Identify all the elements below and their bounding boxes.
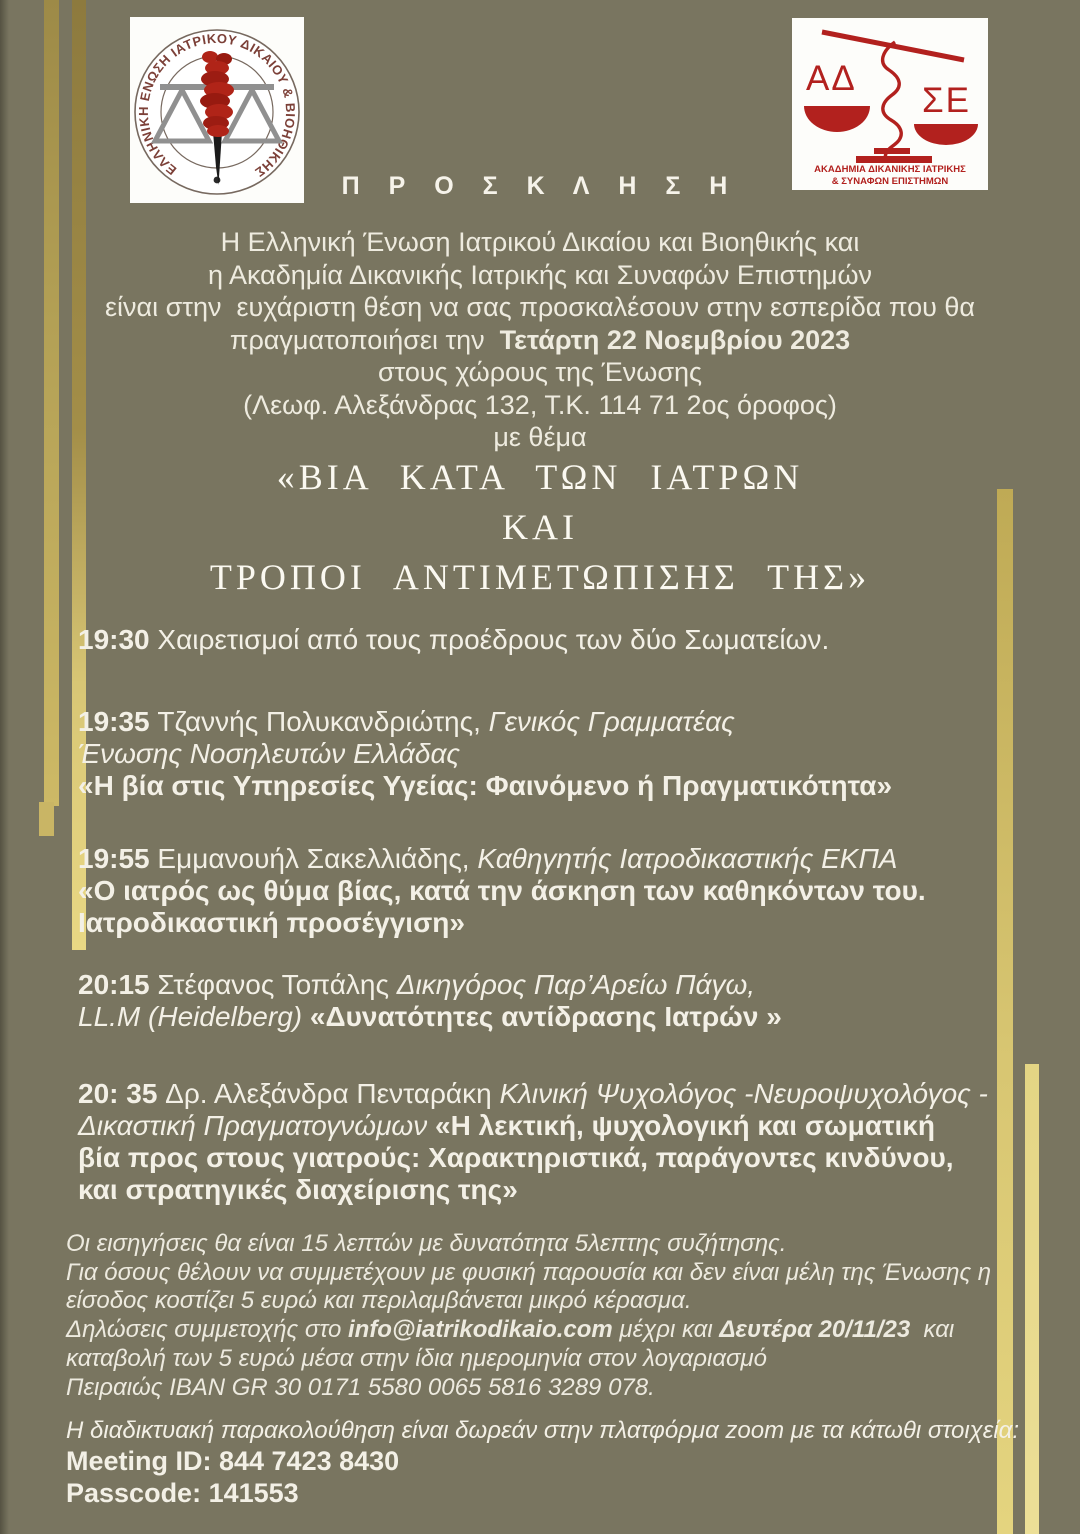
text-line [0, 452, 1080, 502]
schedule-list [78, 624, 1040, 1206]
text-segment: 19:35 [78, 706, 158, 737]
text-segment: Χαιρετισμοί από τους προέδρους των δύο Σωματείων. [157, 624, 830, 655]
text-segment: Η διαδικτυακή παρακολούθηση είναι δωρεάν στην πλατφόρμα zoom με τα κάτωθι στοιχεία: [66, 1417, 1020, 1444]
text-segment: Δικαστική Πραγματογνώμων [78, 1110, 436, 1141]
page-title: Π Ρ Ο Σ Κ Λ Η Σ Η [341, 172, 739, 200]
schedule-item [78, 843, 1040, 939]
text-line [66, 1345, 1044, 1374]
text-line [0, 291, 1080, 324]
text-segment: Οι εισηγήσεις θα είναι 15 λεπτών με δυνατότητα 5λεπτης συζήτησης. [66, 1230, 787, 1257]
academy-pedestal-top [874, 148, 910, 154]
academy-logo-icon [792, 18, 988, 190]
text-segment: Ένωσης Νοσηλευτών Ελλάδας [78, 738, 461, 769]
text-segment: Passcode: 141553 [66, 1478, 299, 1508]
academy-caption-line1: ΑΚΑΔΗΜΙΑ ΔΙΚΑΝΙΚΗΣ ΙΑΤΡΙΚΗΣ [814, 164, 966, 175]
text-segment: Τετάρτη 22 Νοεμβρίου 2023 [499, 324, 851, 355]
participation-notes [66, 1230, 1044, 1402]
gold-stripe-left-outer-tail [39, 802, 54, 836]
text-segment: 19:30 [78, 624, 158, 655]
intro-paragraph [0, 226, 1080, 454]
text-segment: ΚΑΙ [502, 507, 578, 547]
text-line [78, 1001, 1040, 1033]
text-line [0, 389, 1080, 422]
text-segment: και [910, 1316, 955, 1344]
text-segment: είναι στην ευχάριστη θέση να σας προσκαλέσουν στην εσπερίδα που θα [105, 292, 975, 322]
schedule-item [78, 969, 1040, 1033]
academy-caption-line2: & ΣΥΝΑΦΩΝ ΕΠΙΣΤΗΜΩΝ [831, 176, 949, 187]
text-line [0, 502, 1080, 552]
text-line [78, 1142, 1040, 1174]
text-segment: η Ακαδημία Δικανικής Ιατρικής και Συναφών Επιστημών [207, 259, 873, 290]
text-segment: Δηλώσεις συμμετοχής στο [66, 1316, 348, 1344]
text-segment: 19:55 [78, 843, 158, 874]
text-segment: (Λεωφ. Αλεξάνδρας 132, Τ.Κ. 114 71 2ος όροφος) [243, 389, 837, 420]
text-segment: βία προς στους γιατρούς: Χαρακτηριστικά, παράγοντες κινδύνου, [78, 1142, 954, 1173]
text-line [66, 1374, 1044, 1403]
text-segment: στους χώρους της Ένωσης [377, 357, 703, 387]
academy-letters-right: ΣΕ [922, 81, 971, 120]
event-theme-title [0, 452, 1080, 602]
text-segment: Γενικός Γραμματέας [488, 706, 735, 737]
text-segment: Η Ελληνική Ένωση Ιατρικού Δικαίου και Βιοηθικής και [220, 227, 860, 257]
text-line [0, 356, 1080, 389]
text-segment: «Δυνατότητες αντίδρασης Ιατρών » [309, 1001, 782, 1032]
text-line [78, 624, 1040, 656]
text-line [78, 770, 1040, 802]
text-segment: «Η βία στις Υπηρεσίες Υγείας: Φαινόμενο ή Πραγματικότητα» [78, 770, 893, 801]
text-line [78, 843, 1040, 875]
text-line [78, 875, 1040, 907]
text-line [66, 1259, 1044, 1288]
text-line [78, 738, 1040, 770]
seal-ring-text: ΕΛΛΗΝΙΚΗ ΕΝΩΣΗ ΙΑΤΡΙΚΟΥ ΔΙΚΑΙΟΥ & ΒΙΟΗΘΙΚΗΣ [135, 30, 299, 181]
text-line [66, 1230, 1044, 1259]
text-segment: Στέφανος Τοπάλης [157, 969, 397, 1000]
text-segment: είσοδος κοστίζει 5 ευρώ και περιλαμβάνεται μικρό κέρασμα. [66, 1287, 692, 1315]
text-line [78, 1078, 1040, 1110]
text-line [66, 1316, 1044, 1345]
text-segment: μέχρι και [612, 1316, 720, 1344]
text-segment: Κλινική Ψυχολόγος -Νευροψυχολόγος - [499, 1078, 988, 1109]
text-segment: «Ο ιατρός ως θύμα βίας, κατά την άσκηση των καθηκόντων του. [78, 875, 926, 906]
text-line [0, 259, 1080, 292]
text-line [78, 969, 1040, 1001]
text-line [66, 1287, 1044, 1316]
schedule-item [78, 706, 1040, 802]
text-segment: καταβολή των 5 ευρώ μέσα στην ίδια ημερομηνία στον λογαριασμό [66, 1344, 767, 1372]
text-line [66, 1446, 1044, 1478]
text-line [0, 552, 1080, 602]
text-line [78, 1174, 1040, 1206]
text-line [0, 226, 1080, 259]
text-line [78, 706, 1040, 738]
text-segment: LL.M (Heidelberg) [78, 1001, 310, 1032]
text-line [78, 907, 1040, 939]
text-segment: Εμμανουήλ Σακελλιάδης, [157, 843, 478, 874]
text-segment: info@iatrikodikaio.com [347, 1316, 613, 1344]
text-segment: και στρατηγικές διαχείρισης της» [78, 1174, 518, 1205]
text-segment: Για όσους θέλουν να συμμετέχουν με φυσική παρουσία και δεν είναι μέλη της Ένωσης η [66, 1258, 992, 1286]
text-line [78, 1110, 1040, 1142]
text-segment: Δρ. Αλεξάνδρα Πενταράκη [165, 1078, 500, 1109]
text-segment: 20:15 [78, 969, 158, 1000]
academy-pedestal-base [856, 156, 932, 163]
schedule-item [78, 624, 1040, 656]
text-segment: 20: 35 [78, 1078, 166, 1109]
text-segment: «Η λεκτική, ψυχολογική και σωματική [435, 1110, 935, 1141]
text-segment: με θέμα [493, 422, 587, 452]
text-segment: Meeting ID: 844 7423 8430 [66, 1446, 400, 1476]
text-line [66, 1416, 1044, 1446]
text-segment: Δικηγόρος Παρ’Αρείω Πάγω, [396, 969, 756, 1000]
schedule-item [78, 1078, 1040, 1206]
text-segment: Πειραιώς IBAN GR 30 0171 5580 0065 5816 3289 078. [66, 1373, 655, 1401]
academy-letters-left: ΑΔ [806, 59, 857, 98]
text-segment: Ιατροδικαστική προσέγγιση» [78, 907, 465, 938]
text-segment: Δευτέρα 20/11/23 [719, 1316, 911, 1344]
text-line [66, 1478, 1044, 1510]
forensic-academy-logo [792, 18, 988, 190]
text-segment: Τζαννής Πολυκανδριώτης, [157, 706, 489, 737]
text-segment: πραγματοποιήσει την [229, 324, 500, 355]
text-line [0, 324, 1080, 357]
text-segment: Καθηγητής Ιατροδικαστικής ΕΚΠΑ [477, 843, 898, 874]
text-line [0, 421, 1080, 454]
text-segment: «ΒΙΑ ΚΑΤΑ ΤΩΝ ΙΑΤΡΩΝ [276, 457, 804, 497]
text-segment: ΤΡΟΠΟΙ ΑΝΤΙΜΕΤΩΠΙΣΗΣ ΤΗΣ» [209, 557, 871, 597]
online-access-info [66, 1416, 1044, 1510]
